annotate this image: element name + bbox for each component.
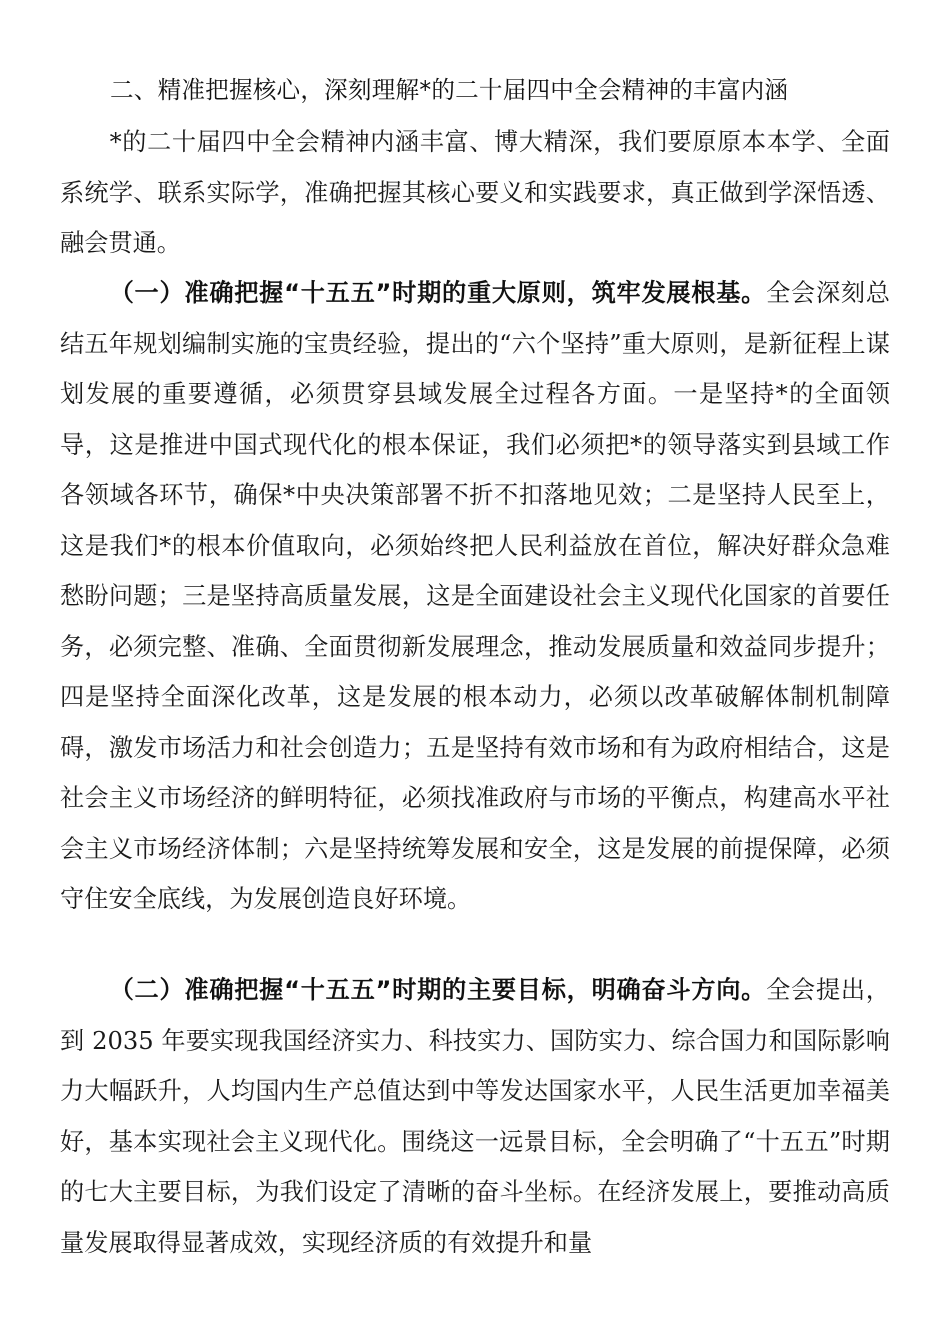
section-heading: 二、精准把握核心，深刻理解*的二十届四中全会精神的丰富内涵 <box>110 76 789 104</box>
principles-text: 全会深刻总结五年规划编制实施的宝贵经验，提出的“六个坚持”重大原则，是新征程上谋划发展的重要遵循，必须贯穿县域发展全过程各方面。一是坚持*的全面领导，这是推进中国式现代化的根本保证，我们必须把*的领导落实到县域工作各领域各环节，确保*中央决策部署不折不扣落地见效；二是坚持人民至上，这是我们*的根本价值取向，必须始终把人民利益放在首位，解决好群众急难愁盼问题；三是坚持高质量发展，这是全面建设社会主义现代化国家的首要任务，必须完整、准确、全面贯彻新发展理念，推动发展质量和效益同步提升；四是坚持全面深化改革，这是发展的根本动力，必须以改革破解体制机制障碍，激发市场活力和社会创造力；五是坚持有效市场和有为政府相结合，这是社会主义市场经济的鲜明特征，必须找准政府与市场的平衡点，构建高水平社会主义市场经济体制；六是坚持统筹发展和安全，这是发展的前提保障，必须守住安全底线，为发展创造良好环境。 <box>60 279 890 913</box>
goals-lead: （二）准确把握“十五五”时期的主要目标，明确奋斗方向。 <box>109 976 767 1004</box>
principles-paragraph <box>60 268 890 925</box>
intro-paragraph: *的二十届四中全会精神内涵丰富、博大精深，我们要原原本本学、全面系统学、联系实际学，准确把握其核心要义和实践要求，真正做到学深悟透、融会贯通。 <box>60 128 890 257</box>
goals-paragraph <box>60 965 890 1268</box>
goals-text: 全会提出，到 2035 年要实现我国经济实力、科技实力、国防实力、综合国力和国际影响力大幅跃升，人均国内生产总值达到中等发达国家水平，人民生活更加幸福美好，基本实现社会主义现代化。围绕这一远景目标，全会明确了“十五五”时期的七大主要目标，为我们设定了清晰的奋斗坐标。在经济发展上，要推动高质量发展取得显著成效，实现经济质的有效提升和量 <box>60 976 890 1257</box>
principles-lead: （一）准确把握“十五五”时期的重大原则，筑牢发展根基。 <box>109 279 767 307</box>
